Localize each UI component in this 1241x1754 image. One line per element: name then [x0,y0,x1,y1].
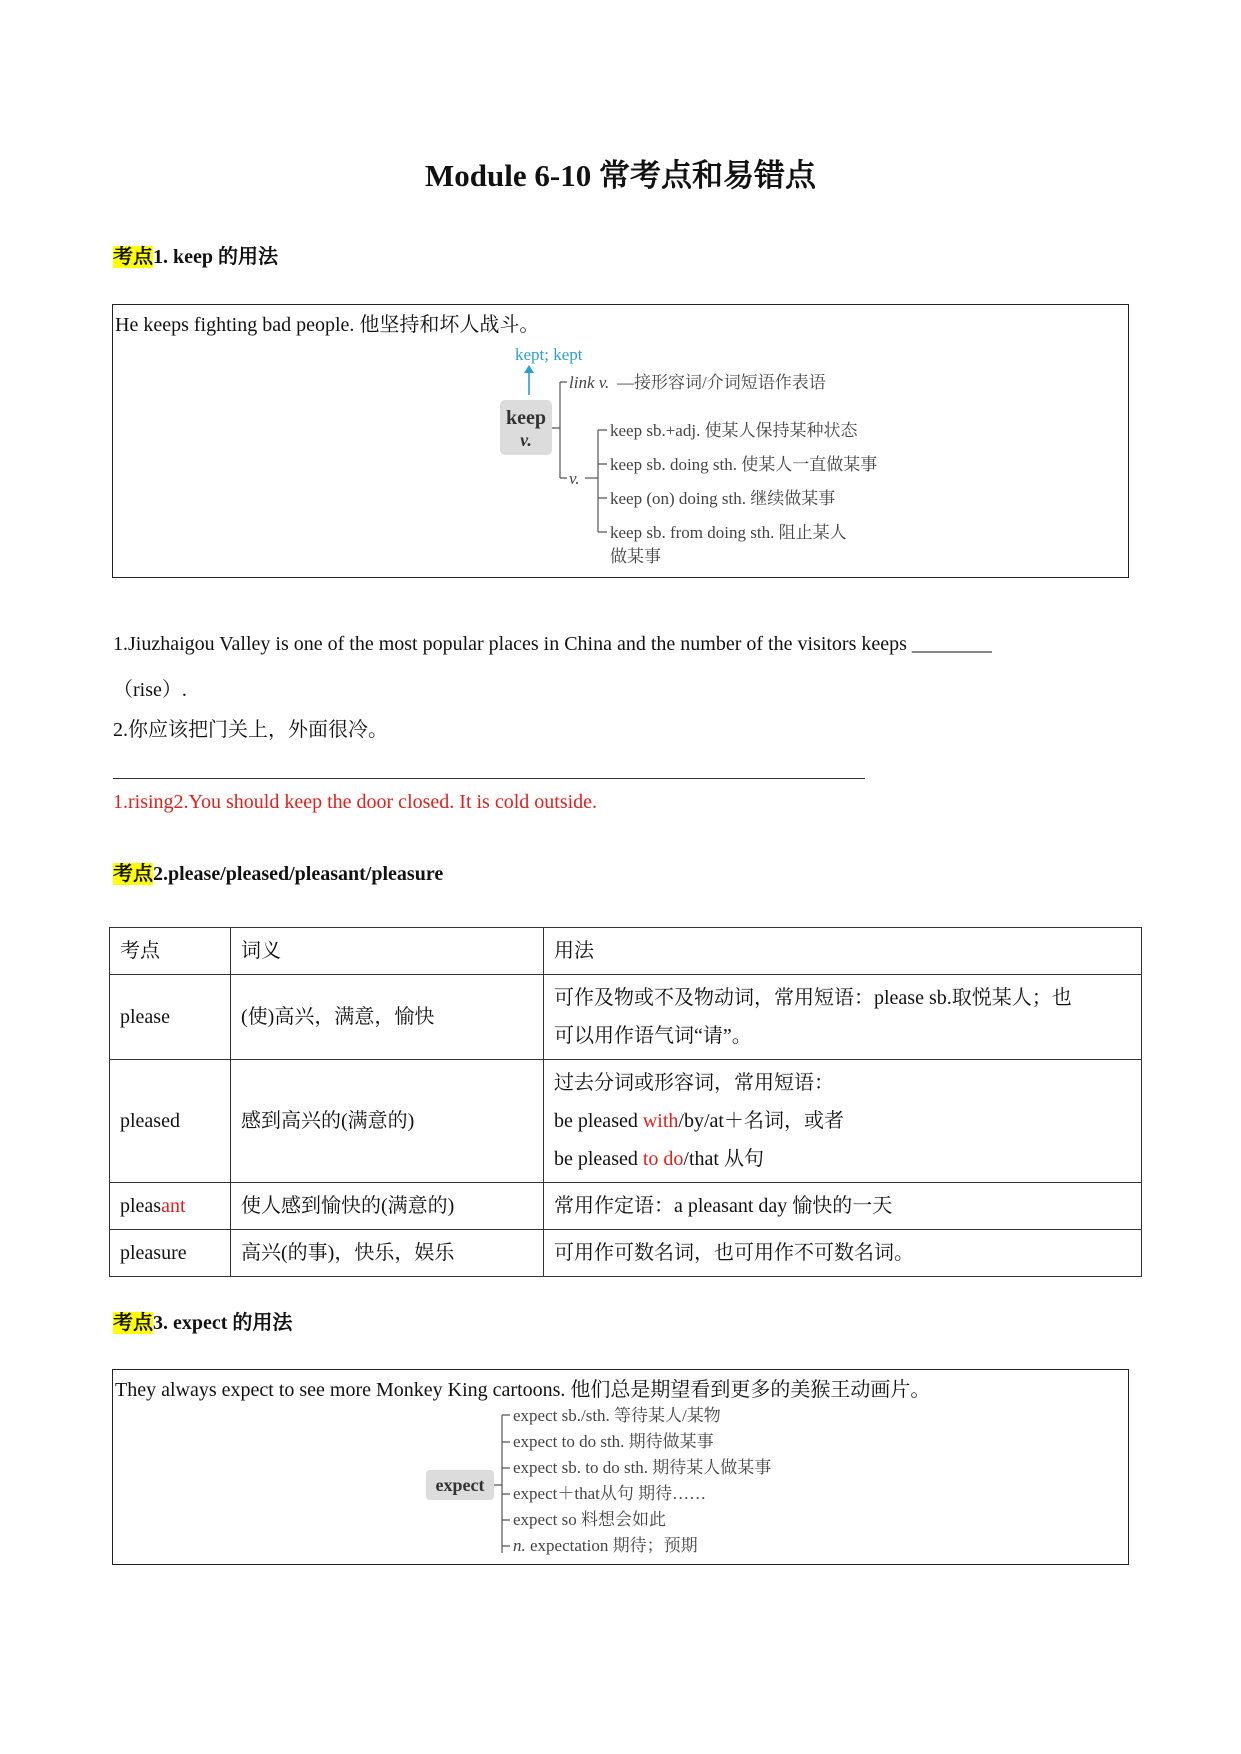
usage-cell: 常用作定语：a pleasant day 愉快的一天 [544,1183,1142,1230]
section-heading-keep [113,240,278,269]
please-usage-table [109,927,1142,1277]
expect-usage-item: expect＋that从句 期待…… [513,1484,707,1503]
answer-blank-line [113,778,865,779]
expect-example-box [112,1369,1129,1565]
table-header-cell: 用法 [544,928,1142,975]
usage-line: 可以用作语气词“请”。 [554,1025,752,1047]
question-1-line2: （rise）. [113,679,187,701]
table-row [110,1230,1142,1277]
expect-noun-text: expectation 期待；预期 [530,1536,698,1555]
expect-usage-item: expect sb./sth. 等待某人/某物 [513,1406,721,1425]
section-title: 2.please/pleased/pleasant/pleasure [153,863,444,885]
keep-usage-item: keep (on) doing sth. 继续做某事 [610,489,836,508]
meaning-cell: 感到高兴的(满意的) [231,1060,544,1183]
table-row [110,975,1142,1060]
word-stem: pleas [120,1195,162,1217]
question-2: 2.你应该把门关上，外面很冷。 [113,719,388,741]
keep-usage-item: keep sb. doing sth. 使某人一直做某事 [610,455,878,474]
table-header-cell: 考点 [110,928,231,975]
kaodian-tag: 考点 [113,246,153,268]
keep-link-label: link v. [569,373,610,392]
table-row [110,1183,1142,1230]
usage-line [554,1140,1131,1178]
keep-example-sentence: He keeps fighting bad people. 他坚持和坏人战斗。 [115,314,540,336]
table-header-cell: 词义 [231,928,544,975]
keep-mindmap [393,340,953,575]
meaning-cell: 高兴(的事)，快乐，娱乐 [231,1230,544,1277]
section-heading-please [113,857,443,886]
keep-past-forms: kept; kept [515,345,583,364]
usage-line: 过去分词或形容词，常用短语： [554,1072,834,1094]
expect-root-word: expect [435,1475,485,1495]
expect-usage-item: expect to do sth. 期待做某事 [513,1432,714,1451]
usage-cell: 可用作可数名词，也可用作不可数名词。 [544,1230,1142,1277]
kaodian-tag: 考点 [113,1312,153,1334]
expect-noun-label: n. [513,1536,526,1555]
expect-example-sentence: They always expect to see more Monkey King cartoons. 他们总是期望看到更多的美猴王动画片。 [115,1379,931,1401]
usage-highlight: to do [642,1148,684,1170]
table-row [110,1060,1142,1183]
question-1-line1: 1.Jiuzhaigou Valley is one of the most popular places in China and the number of the visitors keeps ________ [113,633,992,655]
word-cell [110,1183,231,1230]
section-title: 3. expect 的用法 [153,1312,293,1334]
keep-v-label: v. [569,469,580,488]
usage-cell [544,1060,1142,1183]
usage-text: /that 从句 [683,1148,764,1170]
page-title: Module 6-10 常考点和易错点 [425,158,816,193]
section-heading-expect [113,1306,292,1335]
keep-usage-item-cont: 做某事 [610,547,661,566]
meaning-cell: 使人感到愉快的(满意的) [231,1183,544,1230]
usage-cell [544,975,1142,1060]
usage-line: 可作及物或不及物动词，常用短语：please sb.取悦某人；也 [554,987,1072,1009]
section-title: 1. keep 的用法 [153,246,278,268]
keep-link-text: —接形容词/介词短语作表语 [617,373,826,392]
expect-usage-item: expect so 料想会如此 [513,1510,666,1529]
expect-usage-item: expect sb. to do sth. 期待某人做某事 [513,1458,772,1477]
usage-line [554,1102,1131,1140]
usage-text: /by/at＋名词，或者 [678,1110,844,1132]
keep-root-pos: v. [520,430,532,450]
word-suffix: ant [161,1195,186,1217]
keep-usage-item: keep sb.+adj. 使某人保持某种状态 [610,421,858,440]
meaning-cell: (使)高兴，满意，愉快 [231,975,544,1060]
table-header-row [110,928,1142,975]
usage-text: be pleased [554,1110,643,1132]
expect-mindmap [418,1406,978,1564]
usage-text: be pleased [554,1148,643,1170]
usage-highlight: with [642,1110,679,1132]
word-cell: pleased [110,1060,231,1183]
keep-example-box [112,304,1129,578]
keep-root-word: keep [506,407,546,429]
word-cell: please [110,975,231,1060]
word-cell: pleasure [110,1230,231,1277]
keep-usage-item: keep sb. from doing sth. 阻止某人 [610,523,847,542]
answer-key: 1.rising2.You should keep the door closed. It is cold outside. [113,791,598,813]
kaodian-tag: 考点 [113,863,153,885]
